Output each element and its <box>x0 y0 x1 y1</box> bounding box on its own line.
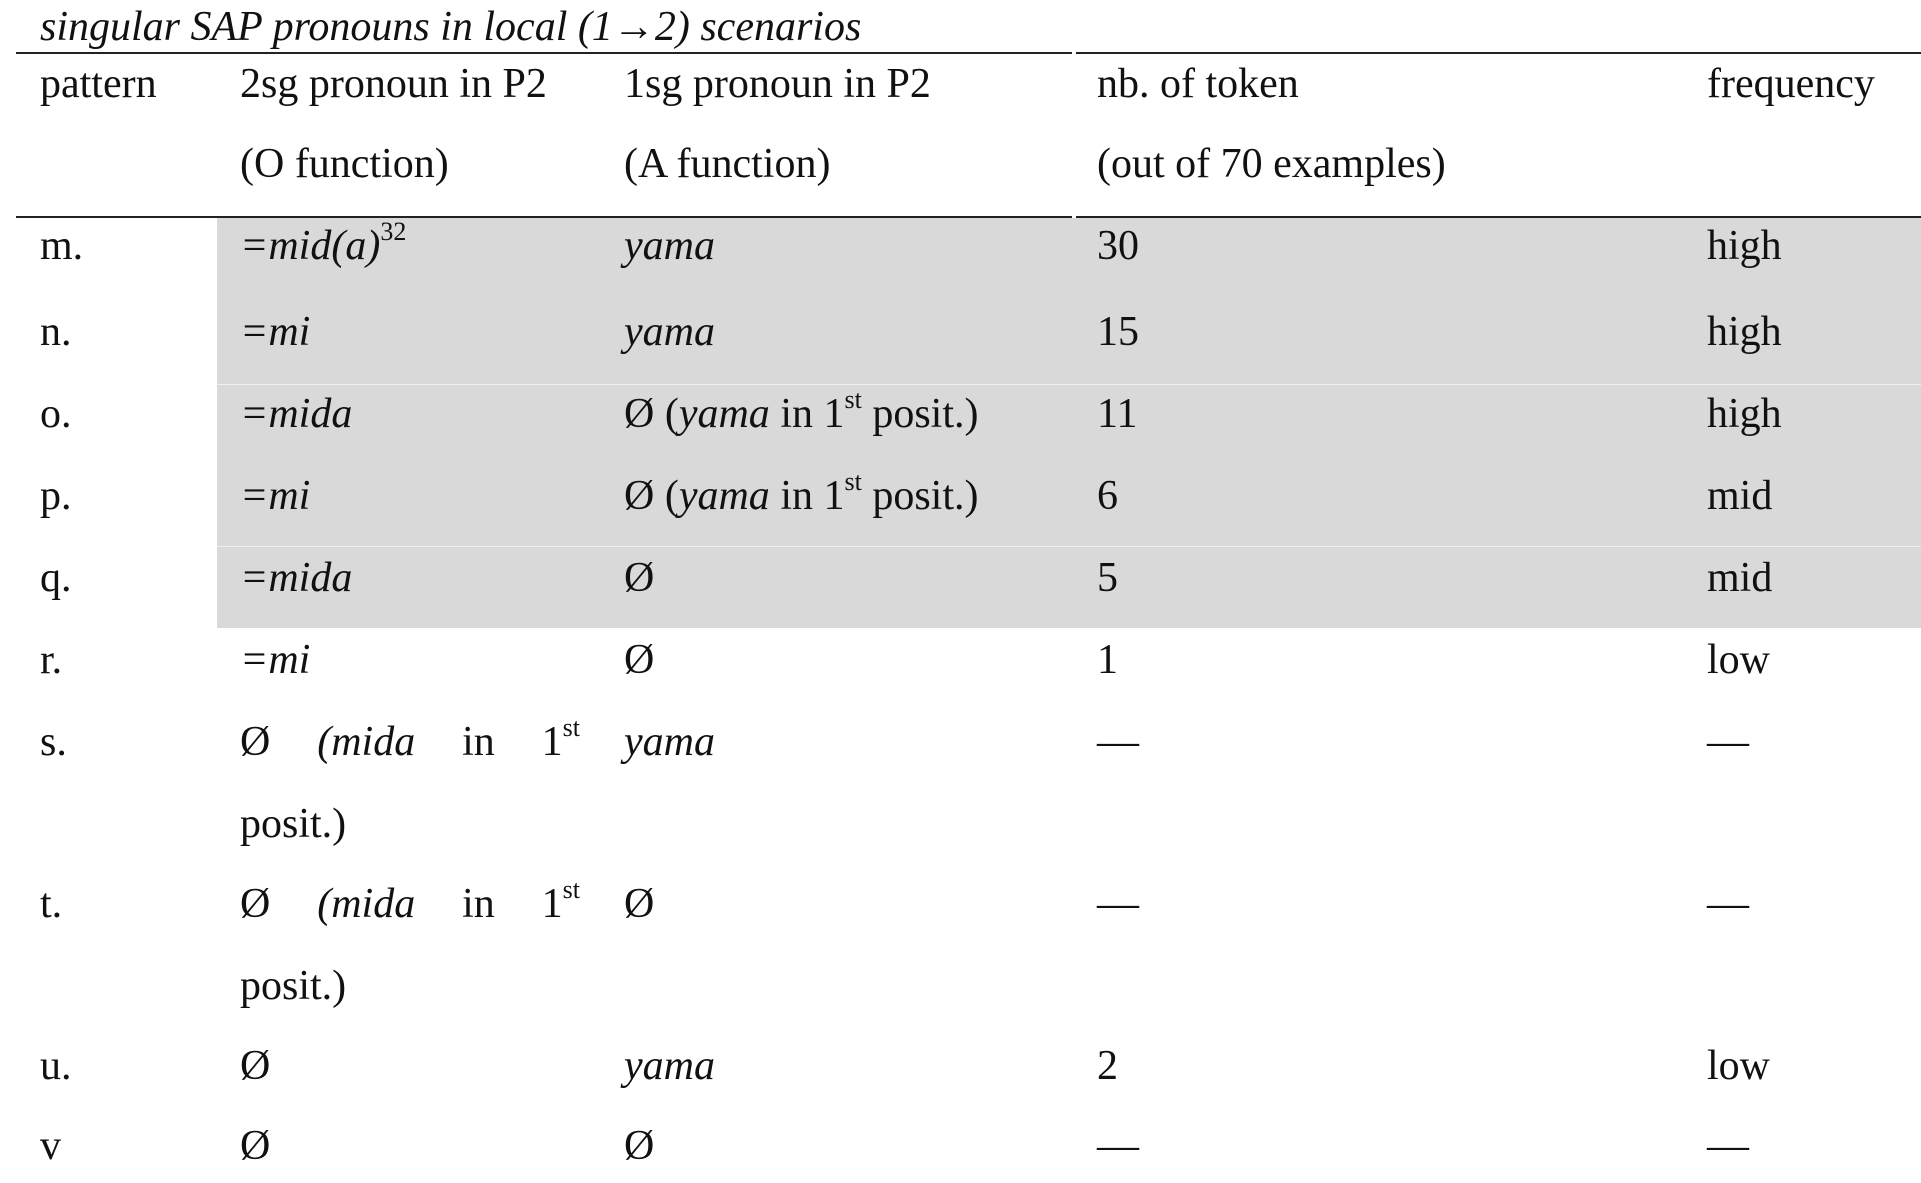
a-form-end: posit.) <box>861 473 979 519</box>
rule-gap <box>1072 52 1076 222</box>
o-one: 1 <box>541 719 563 765</box>
a-form-end: posit.) <box>861 391 979 437</box>
cell-o-form <box>240 875 580 928</box>
null-marker: Ø <box>240 881 271 927</box>
o-in: in <box>462 881 495 927</box>
cell-a-form: Ø <box>624 881 655 927</box>
cell-a-form: yama <box>624 223 715 269</box>
o-ordinal <box>541 713 580 766</box>
cell-tokens: 15 <box>1097 309 1139 355</box>
cell-pattern: t. <box>40 881 63 927</box>
cell-pattern: n. <box>40 309 72 355</box>
header-tokens-line2: (out of 70 examples) <box>1097 141 1446 187</box>
o-paren-italic: (mida <box>317 719 416 765</box>
cell-frequency: — <box>1707 881 1749 927</box>
ordinal-suffix: st <box>844 385 862 414</box>
cell-tokens: 11 <box>1097 391 1138 437</box>
header-pattern: pattern <box>40 61 157 107</box>
header-2sg-line1: 2sg pronoun in P2 <box>240 61 547 107</box>
ordinal-suffix: st <box>562 713 580 742</box>
cell-frequency: — <box>1707 719 1749 765</box>
a-form-italic: yama <box>678 391 770 437</box>
cell-a-form: yama <box>624 1043 715 1089</box>
cell-frequency: low <box>1707 1043 1770 1089</box>
a-form-mid: in 1 <box>769 473 845 519</box>
cell-tokens: 30 <box>1097 223 1139 269</box>
cell-frequency: — <box>1707 1123 1749 1169</box>
cell-tokens: 5 <box>1097 555 1118 601</box>
cell-tokens: — <box>1097 719 1139 765</box>
a-form-mid: in 1 <box>769 391 845 437</box>
cell-o-form <box>240 217 407 270</box>
null-marker: Ø ( <box>624 391 679 437</box>
shade-separator <box>217 546 1921 547</box>
cell-frequency: high <box>1707 391 1782 437</box>
o-form-text: =mid(a) <box>240 223 381 269</box>
shaded-rows-band <box>217 218 1921 628</box>
cell-o-form: Ø <box>240 1043 271 1089</box>
cell-tokens: 2 <box>1097 1043 1118 1089</box>
o-in: in <box>462 719 495 765</box>
header-tokens-line1: nb. of token <box>1097 61 1299 107</box>
cell-frequency: high <box>1707 223 1782 269</box>
cell-a-form: yama <box>624 309 715 355</box>
table-top-rule <box>16 52 1921 54</box>
shade-separator <box>217 384 1921 385</box>
cell-o-form: =mi <box>240 309 311 355</box>
cell-pattern: v <box>40 1123 61 1169</box>
cell-a-form: Ø <box>624 637 655 683</box>
cell-a-form <box>624 385 979 438</box>
header-1sg-line2: (A function) <box>624 141 831 187</box>
cell-frequency: low <box>1707 637 1770 683</box>
cell-pattern: q. <box>40 555 72 601</box>
cell-pattern: u. <box>40 1043 72 1089</box>
cell-pattern: s. <box>40 719 67 765</box>
cell-pattern: m. <box>40 223 84 269</box>
o-ordinal <box>541 875 580 928</box>
cell-tokens: — <box>1097 881 1139 927</box>
cell-o-form: =mida <box>240 555 353 601</box>
cell-o-form-line2: posit.) <box>240 963 347 1009</box>
cell-o-form-line2: posit.) <box>240 801 347 847</box>
cell-a-form <box>624 467 979 520</box>
a-form-italic: yama <box>678 473 770 519</box>
cell-a-form: Ø <box>624 555 655 601</box>
cell-tokens: 1 <box>1097 637 1118 683</box>
cell-tokens: — <box>1097 1123 1139 1169</box>
null-marker: Ø <box>240 719 271 765</box>
cell-o-form: =mi <box>240 637 311 683</box>
ordinal-suffix: st <box>562 875 580 904</box>
header-1sg-line1: 1sg pronoun in P2 <box>624 61 931 107</box>
cell-o-form <box>240 713 580 766</box>
cell-o-form: =mida <box>240 391 353 437</box>
header-2sg-line2: (O function) <box>240 141 449 187</box>
cell-o-form: Ø <box>240 1123 271 1169</box>
cell-pattern: p. <box>40 473 72 519</box>
cell-pattern: o. <box>40 391 72 437</box>
cell-frequency: mid <box>1707 555 1773 601</box>
o-one: 1 <box>541 881 563 927</box>
null-marker: Ø ( <box>624 473 679 519</box>
ordinal-suffix: st <box>844 467 862 496</box>
footnote-marker: 32 <box>380 217 407 246</box>
o-paren-italic: (mida <box>317 881 416 927</box>
cell-tokens: 6 <box>1097 473 1118 519</box>
cell-a-form: Ø <box>624 1123 655 1169</box>
cell-frequency: high <box>1707 309 1782 355</box>
cell-pattern: r. <box>40 637 63 683</box>
header-frequency: frequency <box>1707 61 1875 107</box>
table-caption: singular SAP pronouns in local (1→2) scenarios <box>40 4 862 50</box>
cell-frequency: mid <box>1707 473 1773 519</box>
cell-o-form: =mi <box>240 473 311 519</box>
cell-a-form: yama <box>624 719 715 765</box>
